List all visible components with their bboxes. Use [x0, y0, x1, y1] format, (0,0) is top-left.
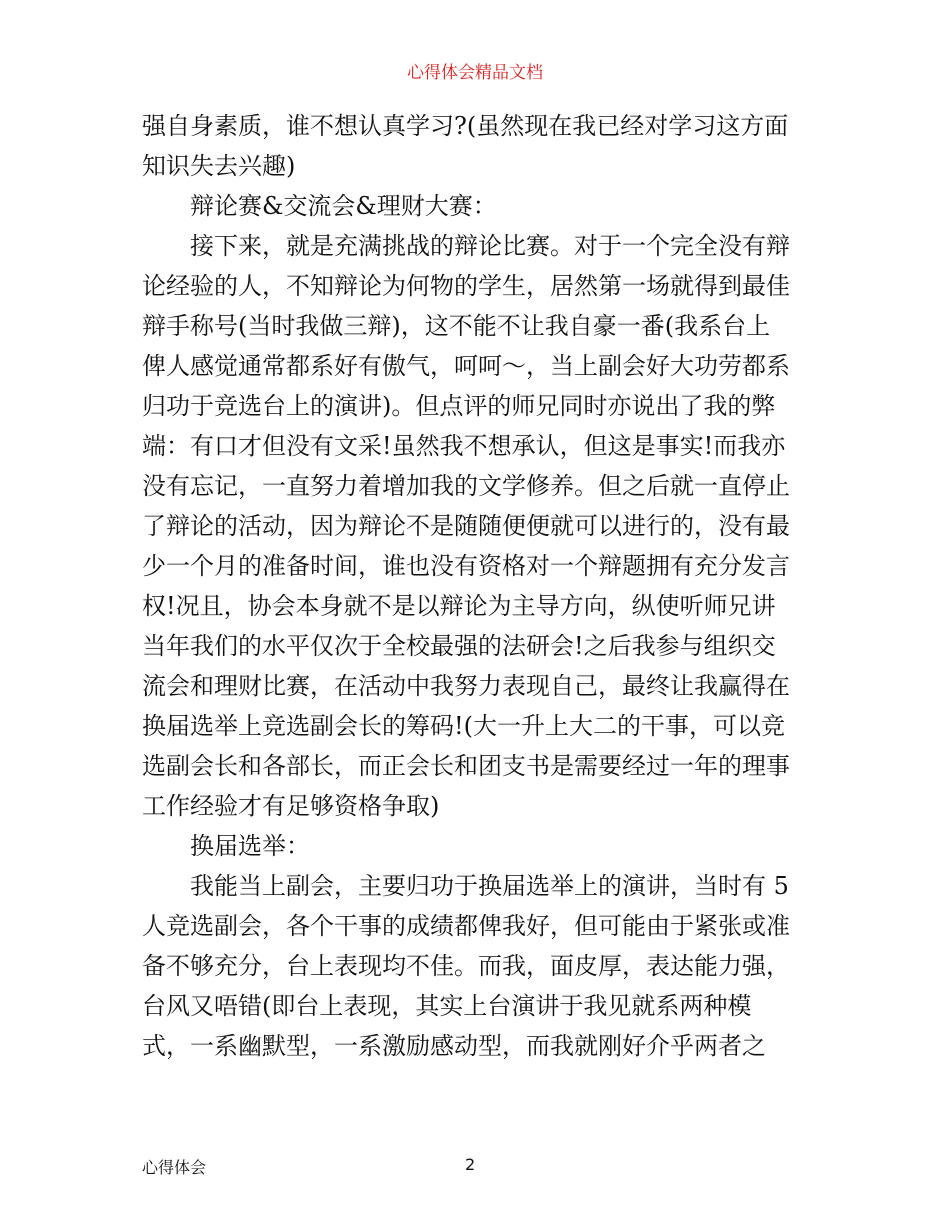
text-line: 工作经验才有足够资格争取): [142, 792, 440, 820]
text-line: 俾人感觉通常都系好有傲气，呵呵～，当上副会好大功劳都系: [142, 352, 790, 380]
text-line: 辩手称号(当时我做三辩)，这不能不让我自豪一番(我系台上: [142, 312, 771, 340]
text-line: 端：有口才但没有文采!虽然我不想承认，但这是事实!而我亦: [142, 432, 786, 460]
text-line: 少一个月的准备时间，谁也没有资格对一个辩题拥有充分发言: [142, 552, 790, 580]
text-line: 换届选举：: [190, 832, 310, 860]
page-header-title: 心得体会精品文档: [407, 63, 543, 83]
text-line: 流会和理财比赛，在活动中我努力表现自己，最终让我赢得在: [142, 672, 790, 700]
text-line: 备不够充分，台上表现均不佳。而我，面皮厚，表达能力强，: [142, 952, 790, 980]
text-line: 归功于竞选台上的演讲)。但点评的师兄同时亦说出了我的弊: [142, 392, 776, 420]
page-number: 2: [465, 1155, 476, 1174]
text-line: 辩论赛&交流会&理财大赛：: [190, 192, 497, 220]
text-line: 当年我们的水平仅次于全校最强的法研会!之后我参与组织交: [142, 632, 776, 660]
text-line: 人竞选副会，各个干事的成绩都俾我好，但可能由于紧张或准: [142, 912, 790, 940]
text-line: 权!况且，协会本身就不是以辩论为主导方向，纵使听师兄讲: [142, 592, 776, 620]
footer-label: 心得体会: [142, 1158, 207, 1177]
text-line: 式，一系幽默型，一系激励感动型，而我就刚好介乎两者之: [142, 1032, 766, 1060]
text-line: 换届选举上竞选副会长的筹码!(大一升上大二的干事，可以竞: [142, 712, 786, 740]
text-line: 选副会长和各部长，而正会长和团支书是需要经过一年的理事: [142, 752, 790, 780]
text-line: 论经验的人，不知辩论为何物的学生，居然第一场就得到最佳: [142, 272, 790, 300]
text-line: 台风又唔错(即台上表现，其实上台演讲于我见就系两种模: [142, 992, 752, 1020]
text-line: 接下来，就是充满挑战的辩论比赛。对于一个完全没有辩: [190, 232, 790, 260]
text-line: 知识失去兴趣): [142, 152, 296, 180]
text-line: 了辩论的活动，因为辩论不是随随便便就可以进行的，没有最: [142, 512, 790, 540]
text-line: 我能当上副会，主要归功于换届选举上的演讲，当时有 5: [190, 872, 789, 900]
text-line: 强自身素质，谁不想认真学习?(虽然现在我已经对学习这方面: [142, 112, 789, 140]
body-text: [142, 106, 812, 1066]
text-line: 没有忘记，一直努力着增加我的文学修养。但之后就一直停止: [142, 472, 790, 500]
